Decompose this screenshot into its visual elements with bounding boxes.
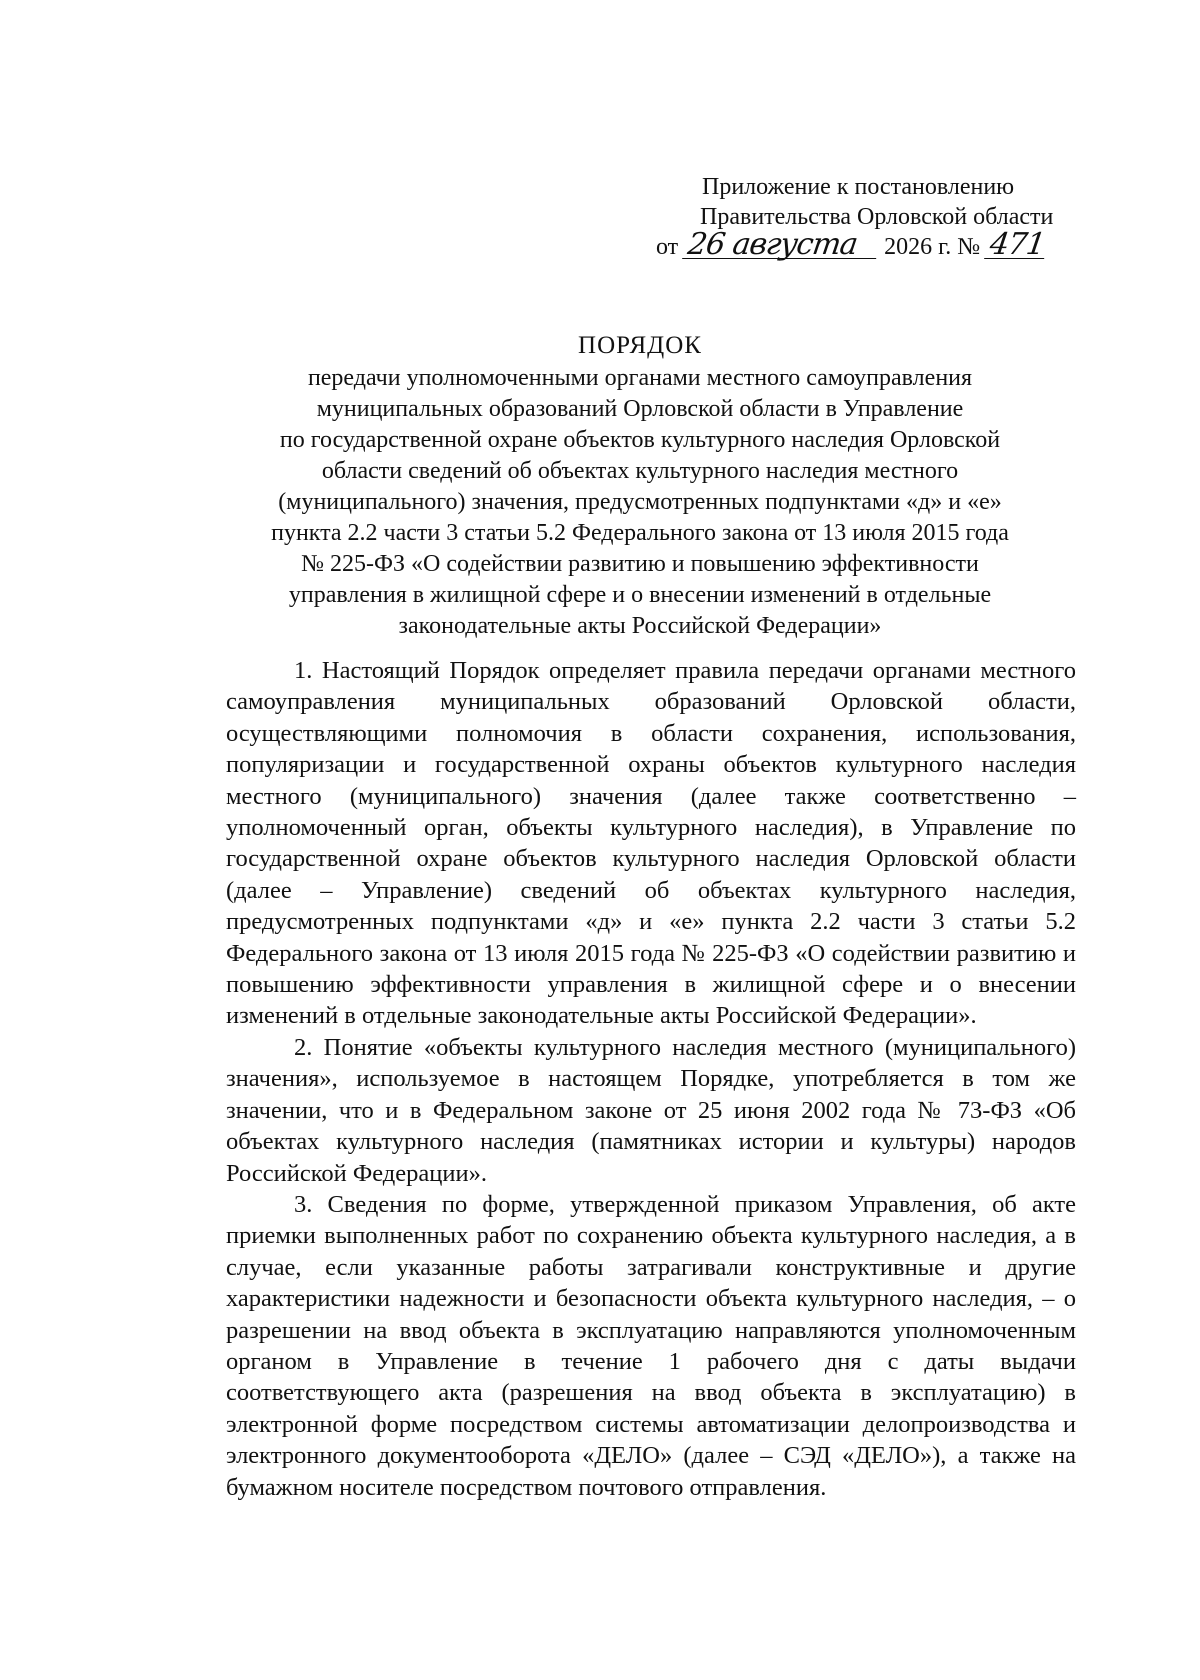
paragraph-2: 2. Понятие «объекты культурного наследия местного (муниципального) значения», используемое в настоящем Порядке, употребляется в том же значении, что и в Федеральном законе от 25 июня 2002 года № 73-ФЗ «Об объектах культурного наследия (памятниках истории и культуры) народов Российской Федерации».	[226, 1033, 1076, 1187]
title-heading: ПОРЯДОК	[578, 332, 702, 359]
date-prefix: от	[656, 234, 679, 260]
appendix-line-2: Правительства Орловской области	[700, 204, 1054, 230]
date-year: 2026 г. №	[884, 234, 981, 260]
document-body	[226, 655, 1076, 1503]
appendix-header	[656, 172, 1140, 266]
handwritten-number: 471	[984, 232, 1048, 259]
title-line: по государственной охране объектов культурного наследия Орловской	[279, 427, 1001, 453]
title-line: пункта 2.2 части 3 статьи 5.2 Федерального закона от 13 июля 2015 года	[271, 520, 1009, 546]
title-line: № 225-ФЗ «О содействии развитию и повышению эффективности	[301, 551, 979, 577]
title-line: области сведений об объектах культурного наследия местного	[321, 458, 959, 484]
title-line: муниципальных образований Орловской области в Управление	[316, 396, 964, 422]
title-line: (муниципального) значения, предусмотренных подпунктами «д» и «е»	[278, 489, 1002, 515]
paragraph-3: 3. Сведения по форме, утвержденной приказом Управления, об акте приемки выполненных работ по сохранению объекта культурного наследия, а в случае, если указанные работы затрагивали конструктивные и другие характеристики надежности и безопасности объекта культурного наследия, – о разрешении на ввод объекта в эксплуатацию направляются уполномоченным органом в Управление в течение 1 рабочего дня с даты выдачи соответствующего акта (разрешения на ввод объекта в эксплуатацию) в электронной форме посредством системы автоматизации делопроизводства и электронного документооборота «ДЕЛО» (далее – СЭД «ДЕЛО»), а также на бумажном носителе посредством почтового отправления.	[226, 1190, 1076, 1501]
title-line: передачи уполномоченными органами местного самоуправления	[307, 365, 973, 391]
handwritten-date: 26 августа	[682, 232, 880, 259]
document-title	[230, 330, 1050, 642]
title-line: законодательные акты Российской Федерации»	[398, 613, 882, 639]
paragraph-1: 1. Настоящий Порядок определяет правила передачи органами местного самоуправления муниципальных образований Орловской области, осуществляющими полномочия в области сохранения, использования, популяризации и государственной охраны объектов культурного наследия местного (муниципального) значения (далее также соответственно – уполномоченный орган, объекты культурного наследия), в Управление по государственной охране объектов культурного наследия Орловской области (далее – Управление) сведений об объектах культурного наследия, предусмотренных подпунктами «д» и «е» пункта 2.2 части 3 статьи 5.2 Федерального закона от 13 июля 2015 года № 225-ФЗ «О содействии развитию и повышению эффективности управления в жилищной сфере и о внесении изменений в отдельные законодательные акты Российской Федерации».	[226, 657, 1076, 1030]
appendix-line-1: Приложение к постановлению	[702, 174, 1015, 200]
title-line: управления в жилищной сфере и о внесении изменений в отдельные	[288, 582, 992, 608]
appendix-date-line	[656, 227, 1140, 266]
